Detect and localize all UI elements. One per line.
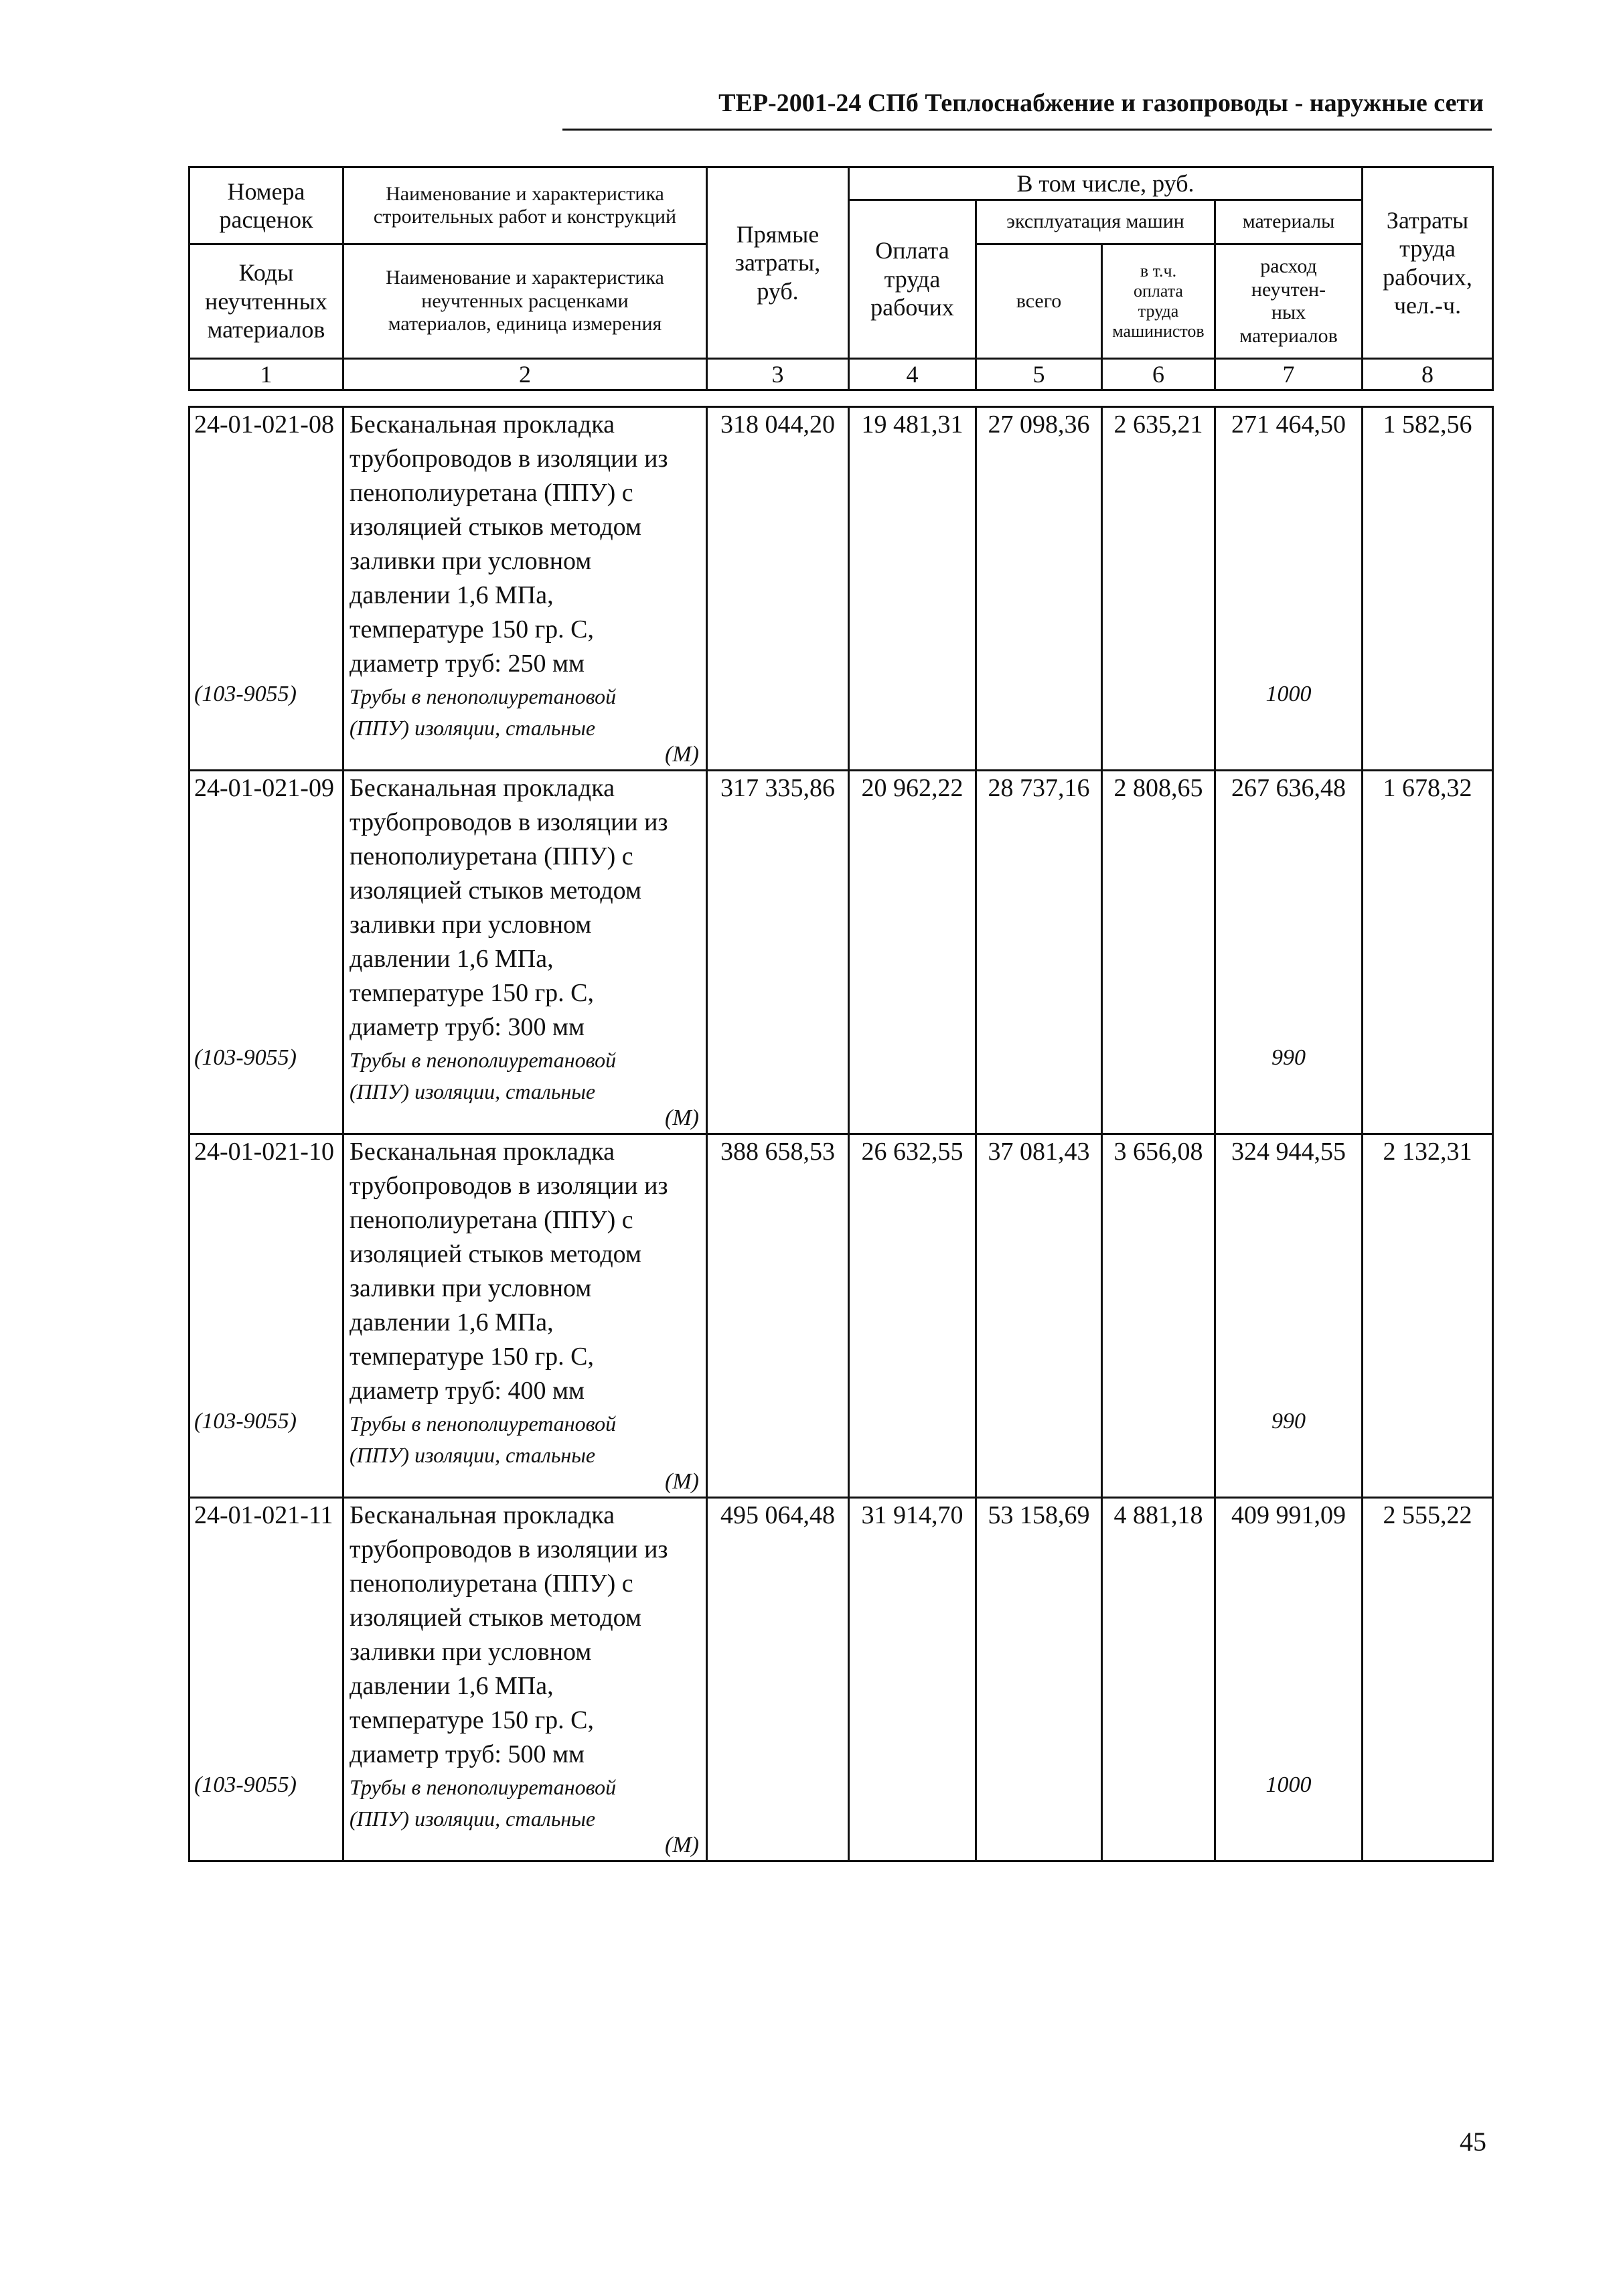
work-description-line: давлении 1,6 МПа,: [350, 1672, 554, 1700]
rate-name-cell: [343, 407, 707, 771]
work-description-line: изоляцией стыков методом: [350, 1604, 641, 1632]
column-number: 7: [1215, 359, 1363, 390]
header-machinist-pay: в т.ч. оплата труда машинистов: [1102, 244, 1215, 359]
work-description-line: заливки при условном: [350, 547, 592, 575]
material-name-line: Трубы в пенополиуретановой: [350, 1048, 617, 1072]
table-row: [189, 1498, 1493, 1861]
labor-hours-value: 2 555,22: [1363, 1498, 1493, 1861]
material-code: (103-9055): [194, 682, 297, 706]
material-quantity: 1000: [1265, 682, 1312, 706]
labor-pay-value: 26 632,55: [849, 1134, 976, 1498]
work-description-line: температуре 150 гр. С,: [350, 1343, 595, 1371]
column-number: 2: [343, 359, 707, 390]
rate-name-cell: [343, 1498, 707, 1861]
work-description-line: пенополиуретана (ППУ) с: [350, 842, 633, 870]
materials-value: 324 944,55: [1231, 1138, 1346, 1166]
work-description-line: Бесканальная прокладка: [350, 774, 615, 802]
header-material-consumption: расход неучтен- ных материалов: [1215, 244, 1363, 359]
work-description-line: заливки при условном: [350, 1274, 592, 1302]
work-description-line: Бесканальная прокладка: [350, 410, 615, 439]
work-description-line: Бесканальная прокладка: [350, 1501, 615, 1529]
work-description-line: трубопроводов в изоляции из: [350, 808, 668, 836]
page-number: 45: [1460, 2127, 1486, 2157]
work-description-line: давлении 1,6 МПа,: [350, 1308, 554, 1336]
header-material-name: Наименование и характеристика неучтенных расценками материалов, единица измерения: [343, 244, 707, 359]
material-quantity: 990: [1271, 1409, 1306, 1434]
machines-total-value: 53 158,69: [976, 1498, 1102, 1861]
header-materials-group: материалы: [1215, 200, 1363, 244]
work-description-line: давлении 1,6 МПа,: [350, 581, 554, 609]
column-number: 6: [1102, 359, 1215, 390]
labor-pay-value: 20 962,22: [849, 771, 976, 1134]
header-machines-group: эксплуатация машин: [976, 200, 1215, 244]
machinist-pay-value: 2 808,65: [1102, 771, 1215, 1134]
table-row: [189, 1134, 1493, 1498]
column-number: 8: [1363, 359, 1493, 390]
direct-costs-value: 318 044,20: [707, 407, 849, 771]
labor-hours-value: 1 582,56: [1363, 407, 1493, 771]
material-unit: (М): [665, 1833, 699, 1857]
column-number: 3: [707, 359, 849, 390]
work-description-line: температуре 150 гр. С,: [350, 615, 595, 643]
rate-name-cell: [343, 1134, 707, 1498]
material-code: (103-9055): [194, 1409, 297, 1434]
work-description-line: изоляцией стыков методом: [350, 876, 641, 905]
material-name-line: (ППУ) изоляции, стальные: [350, 1807, 596, 1831]
rate-code-cell: [189, 771, 343, 1134]
work-description-line: трубопроводов в изоляции из: [350, 1535, 668, 1563]
direct-costs-value: 317 335,86: [707, 771, 849, 1134]
materials-cell: [1215, 407, 1363, 771]
work-description-line: трубопроводов в изоляции из: [350, 445, 668, 473]
materials-value: 409 991,09: [1231, 1501, 1346, 1529]
work-description-line: изоляцией стыков методом: [350, 1240, 641, 1268]
table-row: [189, 407, 1493, 771]
work-description-line: пенополиуретана (ППУ) с: [350, 479, 633, 507]
rate-code: 24-01-021-09: [194, 774, 334, 802]
labor-pay-value: 19 481,31: [849, 407, 976, 771]
material-code: (103-9055): [194, 1045, 297, 1070]
labor-hours-value: 1 678,32: [1363, 771, 1493, 1134]
materials-value: 271 464,50: [1231, 410, 1346, 439]
work-description-line: заливки при условном: [350, 911, 592, 939]
rate-code: 24-01-021-08: [194, 410, 334, 439]
column-number: 1: [189, 359, 343, 390]
rate-code-cell: [189, 407, 343, 771]
material-quantity: 1000: [1265, 1772, 1312, 1797]
header-labor-pay: Оплата труда рабочих: [849, 200, 976, 359]
header-material-codes: Коды неучтенных материалов: [189, 244, 343, 359]
materials-value: 267 636,48: [1231, 774, 1346, 802]
work-description-line: пенополиуретана (ППУ) с: [350, 1206, 633, 1234]
header-work-name: Наименование и характеристика строительных работ и конструкций: [343, 167, 707, 244]
work-description-line: заливки при условном: [350, 1638, 592, 1666]
material-name-line: Трубы в пенополиуретановой: [350, 684, 617, 708]
rate-name-cell: [343, 771, 707, 1134]
rate-code: 24-01-021-10: [194, 1138, 334, 1166]
labor-hours-value: 2 132,31: [1363, 1134, 1493, 1498]
rate-code: 24-01-021-11: [194, 1501, 333, 1529]
machines-total-value: 27 098,36: [976, 407, 1102, 771]
header-including-group: В том числе, руб.: [849, 167, 1363, 200]
column-number: 5: [976, 359, 1102, 390]
direct-costs-value: 388 658,53: [707, 1134, 849, 1498]
material-unit: (М): [665, 1105, 699, 1130]
rate-code-cell: [189, 1498, 343, 1861]
machinist-pay-value: 4 881,18: [1102, 1498, 1215, 1861]
material-unit: (М): [665, 742, 699, 767]
work-description-line: пенополиуретана (ППУ) с: [350, 1570, 633, 1598]
header-labor-hours: Затраты труда рабочих, чел.-ч.: [1363, 167, 1493, 359]
header-rule: [562, 129, 1492, 131]
machinist-pay-value: 2 635,21: [1102, 407, 1215, 771]
work-description-line: диаметр труб: 250 мм: [350, 649, 585, 678]
materials-cell: [1215, 1134, 1363, 1498]
machinist-pay-value: 3 656,08: [1102, 1134, 1215, 1498]
material-name-line: (ППУ) изоляции, стальные: [350, 1443, 596, 1467]
work-description-line: диаметр труб: 500 мм: [350, 1740, 585, 1768]
material-name-line: (ППУ) изоляции, стальные: [350, 1079, 596, 1103]
work-description-line: изоляцией стыков методом: [350, 513, 641, 541]
table-row: [189, 771, 1493, 1134]
document-title: ТЕР-2001-24 СПб Теплоснабжение и газопроводы - наружные сети: [718, 89, 1484, 117]
rates-table: [188, 406, 1494, 1862]
header-direct-costs: Прямые затраты, руб.: [707, 167, 849, 359]
material-quantity: 990: [1271, 1045, 1306, 1070]
labor-pay-value: 31 914,70: [849, 1498, 976, 1861]
material-name-line: Трубы в пенополиуретановой: [350, 1411, 617, 1436]
work-description-line: диаметр труб: 400 мм: [350, 1377, 585, 1405]
materials-cell: [1215, 1498, 1363, 1861]
material-name-line: (ППУ) изоляции, стальные: [350, 716, 596, 740]
header-rate-number: Номера расценок: [189, 167, 343, 244]
material-unit: (М): [665, 1469, 699, 1494]
rate-code-cell: [189, 1134, 343, 1498]
work-description-line: температуре 150 гр. С,: [350, 979, 595, 1007]
work-description-line: температуре 150 гр. С,: [350, 1706, 595, 1734]
header-machines-total: всего: [976, 244, 1102, 359]
machines-total-value: 28 737,16: [976, 771, 1102, 1134]
table-header: [188, 166, 1494, 391]
machines-total-value: 37 081,43: [976, 1134, 1102, 1498]
materials-cell: [1215, 771, 1363, 1134]
work-description-line: давлении 1,6 МПа,: [350, 945, 554, 973]
work-description-line: трубопроводов в изоляции из: [350, 1172, 668, 1200]
column-number: 4: [849, 359, 976, 390]
material-name-line: Трубы в пенополиуретановой: [350, 1775, 617, 1799]
material-code: (103-9055): [194, 1772, 297, 1797]
work-description-line: диаметр труб: 300 мм: [350, 1013, 585, 1041]
work-description-line: Бесканальная прокладка: [350, 1138, 615, 1166]
direct-costs-value: 495 064,48: [707, 1498, 849, 1861]
